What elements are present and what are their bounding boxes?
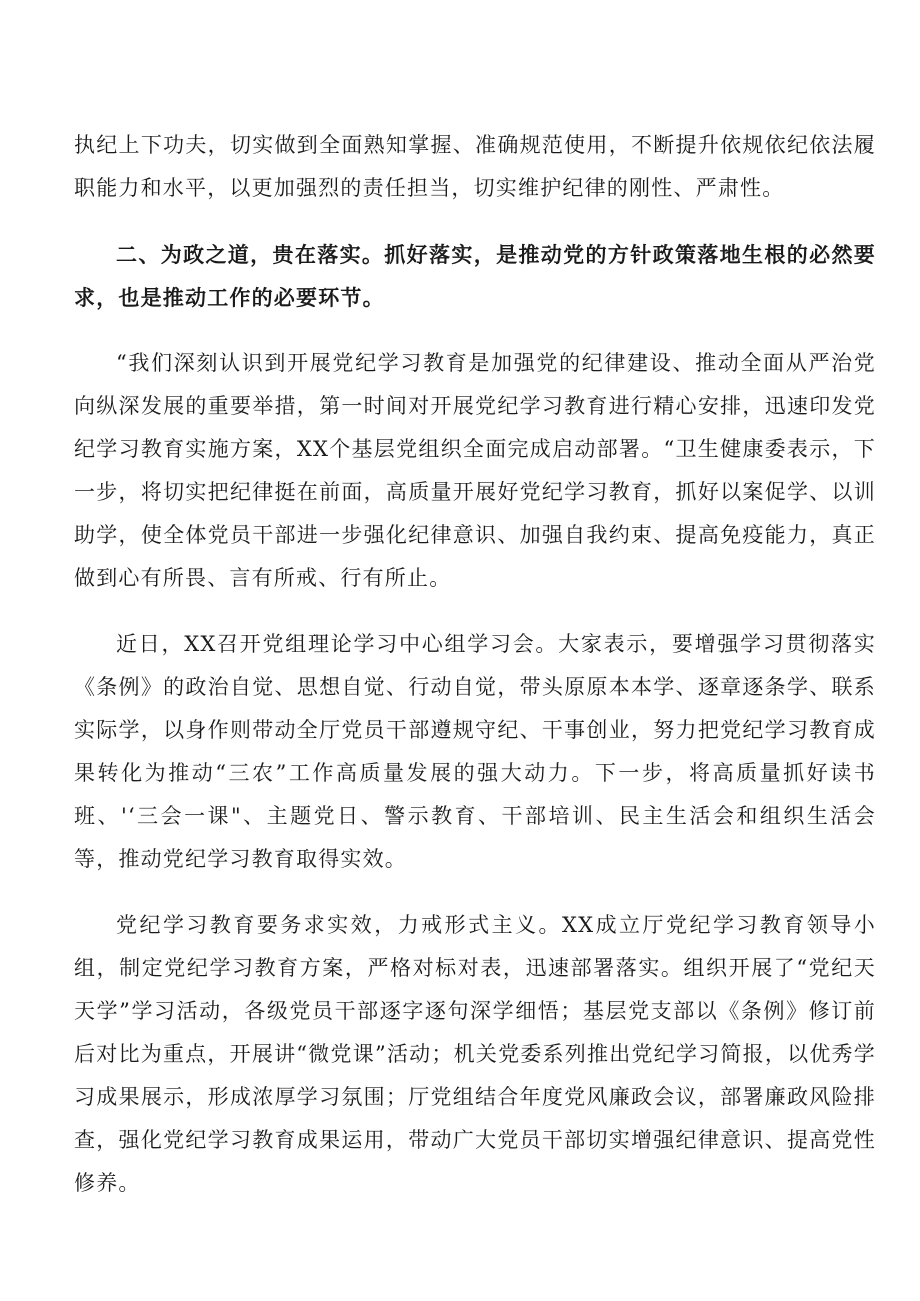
paragraph-quote: “我们深刻认识到开展党纪学习教育是加强党的纪律建设、推动全面从严治党向纵深发展的重要举措，第一时间对开展党纪学习教育进行精心安排，迅速印发党纪学习教育实施方案，XX个基层党组织全面完成启动部署。“卫生健康委表示，下一步，将切实把纪律挺在前面，高质量开展好党纪学习教育，抓好以案促学、以训助学，使全体党员干部进一步强化纪律意识、加强自我约束、提高免疫能力，真正做到心有所畏、言有所戒、行有所止。	[74, 351, 876, 590]
paragraph-meeting: 近日，XX召开党组理论学习中心组学习会。大家表示，要增强学习贯彻落实《条例》的政治自觉、思想自觉、行动自觉，带头原原本本学、逐章逐条学、联系实际学，以身作则带动全厅党员干部遵规守纪、干事创业，努力把党纪学习教育成果转化为推动“三农”工作高质量发展的强大动力。下一步，将高质量抓好读书班、'‘三会一课"、主题党日、警示教育、干部培训、民主生活会和组织生活会等，推动党纪学习教育取得实效。	[74, 632, 876, 871]
paragraph-continuation: 执纪上下功夫，切实做到全面熟知掌握、准确规范使用，不断提升依规依纪依法履职能力和水平，以更加强烈的责任担当，切实维护纪律的刚性、严肃性。	[74, 133, 876, 200]
paragraph-effectiveness: 党纪学习教育要务求实效，力戒形式主义。XX成立厅党纪学习教育领导小组，制定党纪学习教育方案，严格对标对表，迅速部署落实。组织开展了“党纪天天学”学习活动，各级党员干部逐字逐句深学细悟；基层党支部以《条例》修订前后对比为重点，开展讲“微党课”活动；机关党委系列推出党纪学习简报，以优秀学习成果展示，形成浓厚学习氛围；厅党组结合年度党风廉政会议，部署廉政风险排查，强化党纪学习教育成果运用，带动广大党员干部切实增强纪律意识、提高党性修养。	[74, 913, 876, 1195]
section-heading-two: 二、为政之道，贵在落实。抓好落实，是推动党的方针政策落地生根的必然要求，也是推动工作的必要环节。	[74, 242, 876, 310]
